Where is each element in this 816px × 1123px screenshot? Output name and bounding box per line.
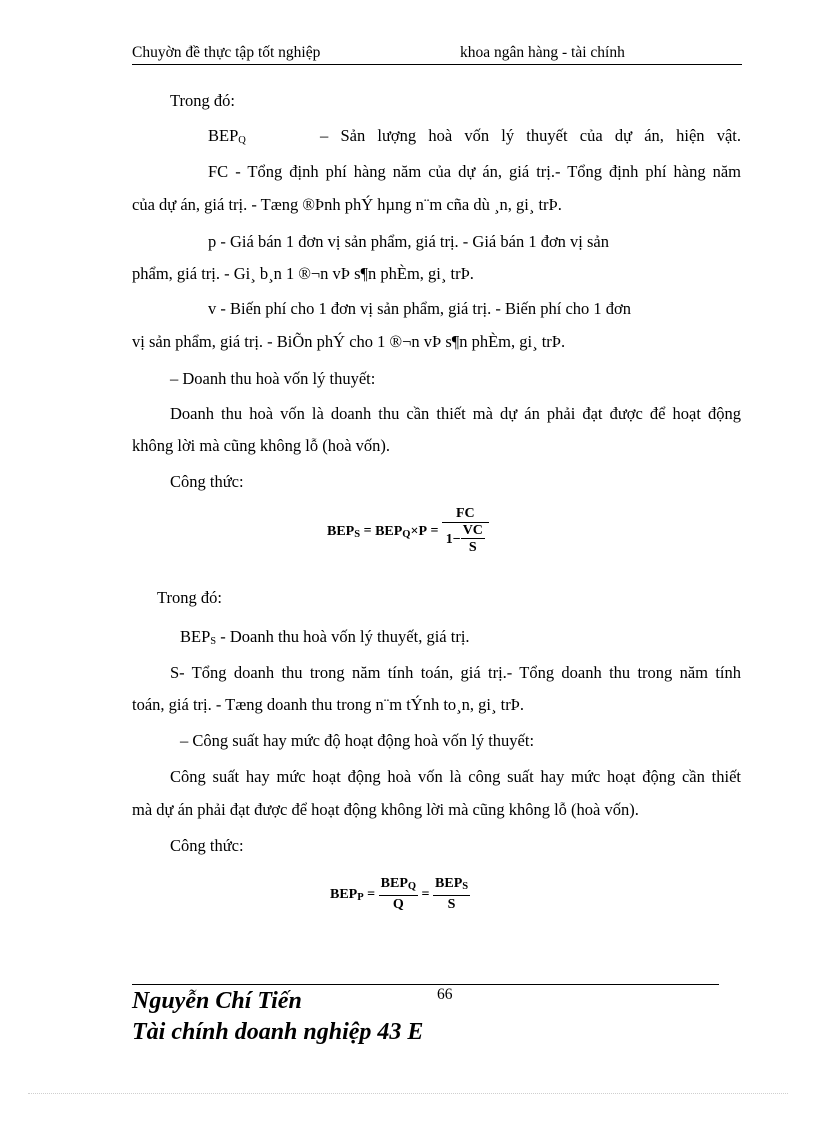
cong-thuc-label-1: Công thức: — [170, 472, 244, 491]
formula2-f1-denominator: Q — [392, 897, 404, 912]
formula2-lhs-text: BEP — [330, 887, 358, 902]
bepq-text: BEP — [208, 126, 239, 145]
formula2-f1-num-sub: Q — [407, 881, 417, 892]
formula2-f1-num-text: BEP — [380, 876, 408, 891]
formula1-eq2: = — [427, 523, 442, 539]
doanh-thu-line-1: Doanh thu hoà vốn là doanh thu cần thiết mà dự án phải đạt được để hoạt động — [170, 404, 741, 423]
formula1-lhs-text: BEP — [327, 523, 355, 539]
formula2-f2-denominator: S — [447, 897, 456, 912]
formula1-denominator — [444, 523, 487, 557]
header-left: Chuyờn đề thực tập tốt nghiệp — [132, 44, 321, 61]
formula1-lhs — [327, 524, 360, 539]
cong-suat-heading: – Công suất hay mức độ hoạt động hoà vốn lý thuyết: — [180, 731, 535, 750]
doanh-thu-heading: – Doanh thu hoà vốn lý thuyết: — [170, 369, 376, 388]
formula2-eq2: = — [418, 887, 434, 902]
formula2-fraction-1 — [379, 876, 418, 914]
trong-do-label: Trong đó: — [170, 91, 235, 110]
formula1-den-prefix: 1− — [445, 532, 461, 547]
formula1-mid-sub: Q — [402, 528, 411, 540]
page-number: 66 — [437, 986, 453, 1003]
formula2-f2-numerator — [433, 876, 470, 896]
formula1-mid — [375, 524, 427, 539]
bepq-subscript: Q — [238, 135, 246, 146]
trong-do-label-2: Trong đó: — [157, 588, 222, 607]
bepq-label — [208, 126, 246, 146]
v-line-1: v - Biến phí cho 1 đơn vị sản phẩm, giá trị. - Biến phí cho 1 đơn — [208, 299, 632, 318]
footer-rule — [132, 984, 719, 985]
beps-description: - Doanh thu hoà vốn lý thuyết, giá trị. — [216, 627, 470, 646]
footer-class: Tài chính doanh nghiệp 43 E — [132, 1019, 424, 1045]
formula1-inner-fraction — [461, 523, 485, 557]
doanh-thu-line-2: không lời mà cũng không lỗ (hoà vốn). — [132, 436, 391, 455]
formula2-f1-numerator — [379, 876, 418, 896]
formula1-fraction — [442, 506, 489, 557]
beps-line — [180, 627, 470, 647]
p-line-1: p - Giá bán 1 đơn vị sản phẩm, giá trị. - Giá bán 1 đơn vị sản — [208, 232, 609, 251]
formula2-f2-num-text: BEP — [435, 876, 463, 891]
formula2-f2-num-sub: S — [462, 881, 469, 892]
page-bottom-dotted-line — [28, 1093, 788, 1094]
formula-bepp — [330, 876, 470, 914]
v-line-2: vị sản phẩm, giá trị. - BiÕn phÝ cho 1 ®¬n vÞ s¶n phÈm, gi¸ trÞ. — [132, 332, 566, 351]
cong-suat-line-2: mà dự án phải đạt được để hoạt động không lời mà cũng không lỗ (hoà vốn). — [132, 800, 639, 819]
formula2-fraction-2 — [433, 876, 470, 914]
formula1-eq1: = — [360, 523, 376, 539]
formula1-numerator: FC — [442, 506, 489, 523]
cong-suat-line-1: Công suất hay mức hoạt động hoà vốn là công suất hay mức hoạt động cần thiết — [170, 767, 741, 786]
formula2-eq1: = — [363, 887, 379, 902]
header-rule — [132, 64, 742, 65]
s-line-1: S- Tổng doanh thu trong năm tính toán, giá trị.- Tổng doanh thu trong năm tính — [170, 663, 741, 682]
fc-line-1: FC - Tổng định phí hàng năm của dự án, giá trị.- Tổng định phí hàng năm — [208, 162, 741, 181]
formula1-times: ×P — [410, 523, 427, 539]
formula1-mid-text: BEP — [375, 523, 403, 539]
formula-beps — [327, 506, 489, 557]
formula1-inner-denominator: S — [468, 540, 477, 555]
formula1-lhs-sub: S — [354, 528, 361, 540]
cong-thuc-label-2: Công thức: — [170, 836, 244, 855]
beps-text: BEP — [180, 627, 211, 646]
formula2-lhs — [330, 887, 364, 902]
s-line-2: toán, giá trị. - Tæng doanh thu trong n¨m tÝnh to¸n, gi¸ trÞ. — [132, 695, 524, 714]
fc-line-2: của dự án, giá trị. - Tæng ®Þnh phÝ hµng n¨m cña dù ¸n, gi¸ trÞ. — [132, 195, 562, 214]
footer-author: Nguyễn Chí Tiến — [132, 988, 302, 1014]
p-line-2: phẩm, giá trị. - Gi¸ b¸n 1 ®¬n vÞ s¶n phÈm, gi¸ trÞ. — [132, 264, 474, 283]
beps-subscript: S — [210, 636, 217, 647]
formula2-lhs-sub: P — [357, 892, 364, 903]
formula1-inner-numerator: VC — [462, 523, 483, 538]
header-right: khoa ngân hàng - tài chính — [460, 44, 625, 61]
bepq-description: – Sản lượng hoà vốn lý thuyết của dự án, hiện vật. — [320, 126, 741, 145]
